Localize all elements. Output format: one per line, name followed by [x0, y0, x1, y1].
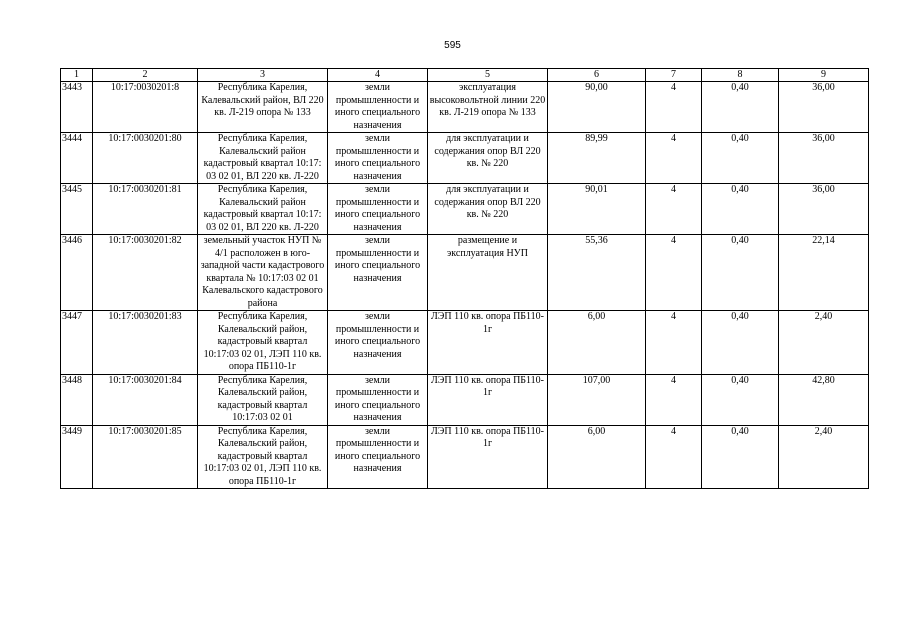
- table-cell: 0,40: [702, 82, 779, 133]
- table-cell: земли промышленности и иного специального назначения: [328, 184, 428, 235]
- table-cell: 90,00: [548, 82, 646, 133]
- table-cell: 0,40: [702, 374, 779, 425]
- table-cell: 3449: [61, 425, 93, 489]
- table-cell: Республика Карелия, Калевальский район, кадастровый квартал 10:17:03 02 01: [198, 374, 328, 425]
- table-cell: 3443: [61, 82, 93, 133]
- table-cell: ЛЭП 110 кв. опора ПБ110-1г: [428, 311, 548, 375]
- table-row: [61, 82, 869, 133]
- table-row: [61, 235, 869, 311]
- table-cell: 3448: [61, 374, 93, 425]
- table-cell: 36,00: [779, 184, 869, 235]
- table-cell: размещение и эксплуатация НУП: [428, 235, 548, 311]
- column-header: 6: [548, 69, 646, 82]
- table-cell: 0,40: [702, 133, 779, 184]
- table-cell: Республика Карелия, Калевальский район, кадастровый квартал 10:17:03 02 01, ЛЭП 110 кв. опора ПБ110-1г: [198, 311, 328, 375]
- table-cell: 4: [646, 235, 702, 311]
- table-cell: земельный участок НУП № 4/1 расположен в юго-западной части кадастрового квартала № 10:17:03 02 01 Калевальского кадастрового района: [198, 235, 328, 311]
- table-cell: для эксплуатации и содержания опор ВЛ 220 кв. № 220: [428, 184, 548, 235]
- table-cell: 0,40: [702, 184, 779, 235]
- table-cell: 2,40: [779, 425, 869, 489]
- table-cell: 10:17:0030201:84: [93, 374, 198, 425]
- table-cell: 10:17:0030201:8: [93, 82, 198, 133]
- table-cell: ЛЭП 110 кв. опора ПБ110-1г: [428, 374, 548, 425]
- table-cell: земли промышленности и иного специального назначения: [328, 311, 428, 375]
- table-cell: 10:17:0030201:85: [93, 425, 198, 489]
- column-header: 1: [61, 69, 93, 82]
- column-header: 9: [779, 69, 869, 82]
- table-cell: 4: [646, 374, 702, 425]
- table-cell: 6,00: [548, 425, 646, 489]
- column-header: 8: [702, 69, 779, 82]
- table-cell: 36,00: [779, 82, 869, 133]
- table-cell: 4: [646, 133, 702, 184]
- table-cell: 10:17:0030201:80: [93, 133, 198, 184]
- table-cell: эксплуатация высоковольтной линии 220 кв. Л-219 опора № 133: [428, 82, 548, 133]
- table-cell: земли промышленности и иного специального назначения: [328, 133, 428, 184]
- table-row: [61, 184, 869, 235]
- column-header: 5: [428, 69, 548, 82]
- table-cell: 3445: [61, 184, 93, 235]
- table-cell: 4: [646, 425, 702, 489]
- table-row: [61, 311, 869, 375]
- table-cell: для эксплуатации и содержания опор ВЛ 220 кв. № 220: [428, 133, 548, 184]
- table-row: [61, 133, 869, 184]
- table-cell: 4: [646, 311, 702, 375]
- table-cell: земли промышленности и иного специального назначения: [328, 82, 428, 133]
- table-cell: 10:17:0030201:82: [93, 235, 198, 311]
- table-cell: ЛЭП 110 кв. опора ПБ110-1г: [428, 425, 548, 489]
- column-header: 4: [328, 69, 428, 82]
- table-cell: земли промышленности и иного специального назначения: [328, 425, 428, 489]
- table-cell: Республика Карелия, Калевальский район кадастровый квартал 10:17: 03 02 01, ВЛ 220 кв. Л-220: [198, 133, 328, 184]
- table-cell: 10:17:0030201:81: [93, 184, 198, 235]
- table-cell: 90,01: [548, 184, 646, 235]
- table-cell: земли промышленности и иного специального назначения: [328, 235, 428, 311]
- header-row: [61, 69, 869, 82]
- table-cell: 55,36: [548, 235, 646, 311]
- land-registry-table: [60, 68, 869, 489]
- table-cell: 42,80: [779, 374, 869, 425]
- table-cell: 0,40: [702, 235, 779, 311]
- column-header: 7: [646, 69, 702, 82]
- column-header: 3: [198, 69, 328, 82]
- table-cell: 0,40: [702, 425, 779, 489]
- table-row: [61, 374, 869, 425]
- table-cell: 0,40: [702, 311, 779, 375]
- table-cell: Республика Карелия, Калевальский район, кадастровый квартал 10:17:03 02 01, ЛЭП 110 кв. опора ПБ110-1г: [198, 425, 328, 489]
- table-cell: 10:17:0030201:83: [93, 311, 198, 375]
- table-cell: 36,00: [779, 133, 869, 184]
- table-cell: 107,00: [548, 374, 646, 425]
- page-number: 595: [444, 40, 461, 51]
- table-cell: 2,40: [779, 311, 869, 375]
- table-cell: Республика Карелия, Калевальский район, ВЛ 220 кв. Л-219 опора № 133: [198, 82, 328, 133]
- table-cell: 6,00: [548, 311, 646, 375]
- table-cell: 4: [646, 82, 702, 133]
- table-cell: 3444: [61, 133, 93, 184]
- table-cell: земли промышленности и иного специального назначения: [328, 374, 428, 425]
- table-cell: 22,14: [779, 235, 869, 311]
- table-cell: 89,99: [548, 133, 646, 184]
- column-header: 2: [93, 69, 198, 82]
- table-cell: 3446: [61, 235, 93, 311]
- table-cell: Республика Карелия, Калевальский район кадастровый квартал 10:17: 03 02 01, ВЛ 220 кв. Л-220: [198, 184, 328, 235]
- table-cell: 3447: [61, 311, 93, 375]
- table-row: [61, 425, 869, 489]
- table-cell: 4: [646, 184, 702, 235]
